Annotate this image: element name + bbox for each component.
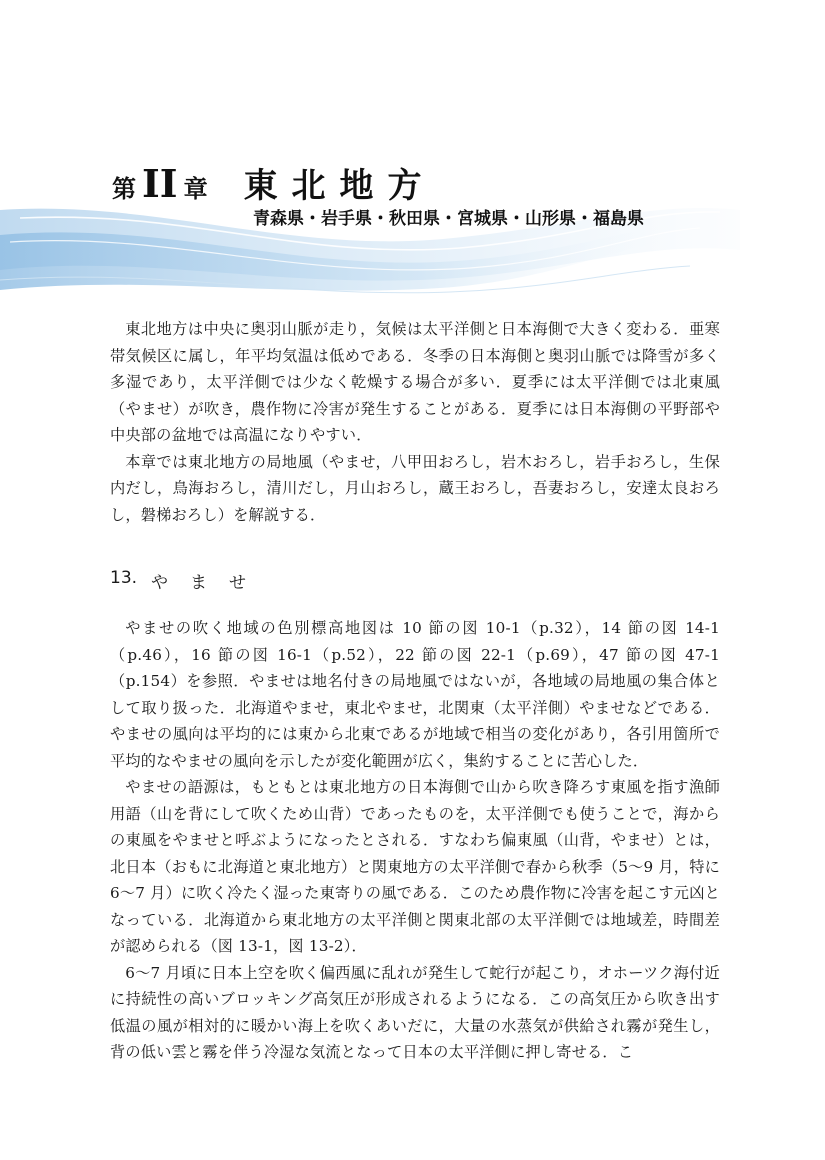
- intro-paragraph: 本章では東北地方の局地風（やませ，八甲田おろし，岩木おろし，岩手おろし，生保内だし，鳥海おろし，清川だし，月山おろし，蔵王おろし，吾妻おろし，安達太良おろし，磐梯おろし）を解説する．: [110, 452, 720, 524]
- section-heading: [110, 568, 720, 593]
- chapter-heading: [112, 158, 436, 207]
- chapter-prefix: 第: [112, 175, 136, 203]
- section-paragraph: 6～7 月頃に日本上空を吹く偏西風に乱れが発生して蛇行が起こり，オホーツク海付近に持続性の高いブロッキング高気圧が形成されるようになる．この高気圧から吹き出す低温の風が相対的に暖かい海上を吹くあいだに，大量の水蒸気が供給され霧が発生し，背の低い雲と霧を伴う冷湿な気流となって日本の太平洋側に押し寄せる．こ: [110, 963, 720, 1061]
- section-number: 13.: [110, 568, 138, 588]
- chapter-subtitle: 青森県・岩手県・秋田県・宮城県・山形県・福島県: [253, 209, 644, 229]
- section-title: やませ: [151, 573, 269, 593]
- section-yamase: [110, 568, 720, 1066]
- chapter-suffix: 章: [183, 175, 208, 203]
- chapter-title: 東北地方: [243, 166, 436, 206]
- chapter-number: II: [142, 161, 178, 206]
- section-paragraph: やませの語源は，もともとは東北地方の日本海側で山から吹き降ろす東風を指す漁師用語（山を背にして吹くため山背）であったものを，太平洋側でも使うことで，海からの東風をやませと呼ぶようになったとされる．すなわち偏東風（山背，やませ）とは，北日本（おもに北海道と東北地方）と関東地方の太平洋側で春から秋季（5～9 月，特に 6～7 月）に吹く冷たく湿った東寄りの風である．このため農作物に冷害を起こす元凶となっている．北海道から東北地方の太平洋側と関東北部の太平洋側では地域差，時間差が認められる（図 13-1，図 13-2）．: [110, 778, 720, 955]
- intro-text: [110, 316, 720, 528]
- intro-paragraph: 東北地方は中央に奥羽山脈が走り，気候は太平洋側と日本海側で大きく変わる．亜寒帯気候区に属し，年平均気温は低めである．冬季の日本海側と奥羽山脈では降雪が多く多湿であり，太平洋側では少なく乾燥する場合が多い．夏季には太平洋側では北東風（やませ）が吹き，農作物に冷害が発生することがある．夏季には日本海側の平野部や中央部の盆地では高温になりやすい．: [110, 320, 720, 444]
- section-paragraph: やませの吹く地域の色別標高地図は 10 節の図 10-1（p.32），14 節の図 14-1（p.46），16 節の図 16-1（p.52），22 節の図 22-1（p.69），47 節の図 47-1（p.154）を参照．やませは地名付きの局地風ではないが，各地域の局地風の集合体として取り扱った．北海道やませ，東北やませ，北関東（太平洋側）やませなどである．やませの風向は平均的には東から北東であるが地域で相当の変化があり，各引用箇所で平均的なやませの風向を示したが変化範囲が広く，集約することに苦心した．: [110, 619, 720, 770]
